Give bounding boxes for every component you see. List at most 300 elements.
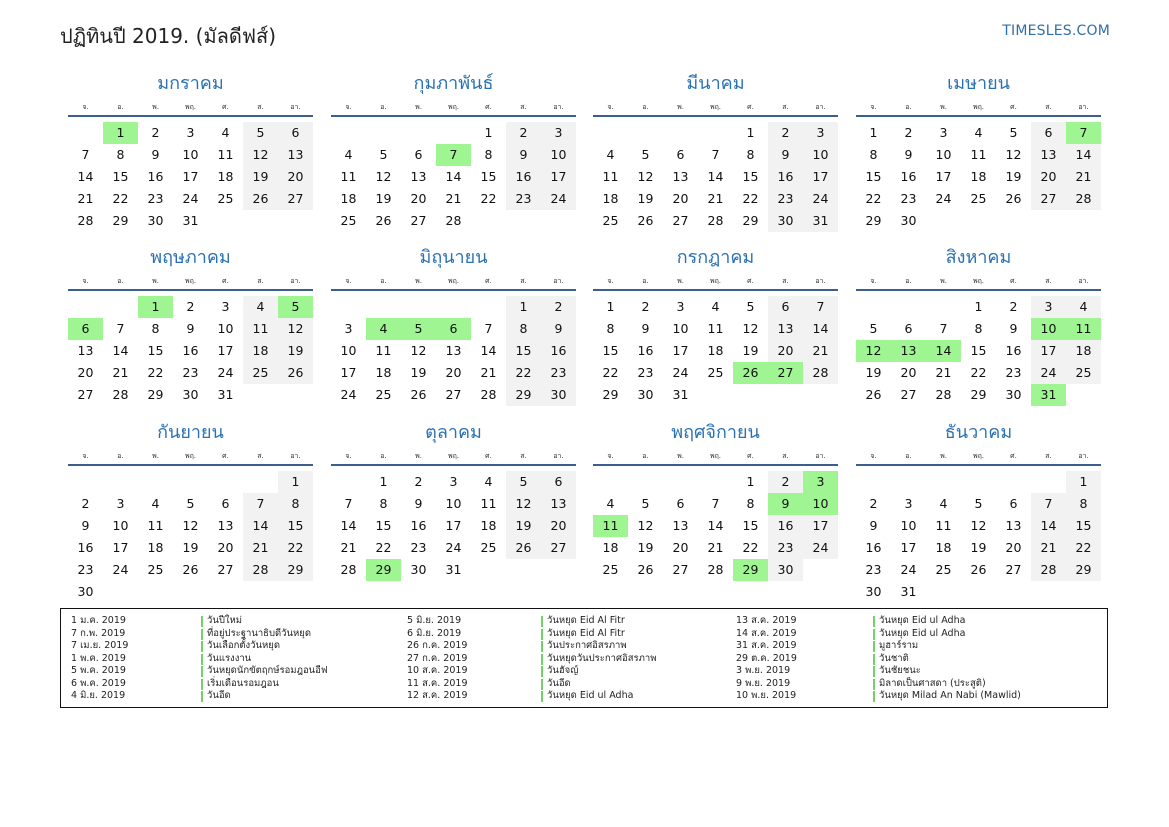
- legend-holiday-name: วันอีด: [207, 690, 231, 701]
- day-cell: 15: [506, 340, 541, 362]
- weekday-label: พ.: [677, 452, 684, 460]
- day-cell: 26: [243, 188, 278, 210]
- day-cell: 20: [541, 515, 576, 537]
- day-grid: [331, 117, 576, 249]
- legend-holiday-name: วันหยุด Eid ul Adha: [879, 627, 966, 639]
- weekday-label: พฤ.: [709, 103, 722, 111]
- weekday-label: พ.: [677, 277, 684, 285]
- weekday-label: ศ.: [222, 103, 229, 111]
- weekday-label: อ.: [642, 103, 649, 111]
- day-cell: 25: [480, 540, 497, 555]
- day-cell: 8: [506, 318, 541, 340]
- weekday-label: พ.: [152, 103, 159, 111]
- day-cell: 9: [414, 496, 423, 511]
- weekday-header: [331, 270, 576, 288]
- day-cell: 15: [970, 343, 987, 358]
- holiday-day-cell: 7: [1066, 122, 1101, 144]
- weekday-label: พฤ.: [184, 452, 197, 460]
- legend-date: 26 ก.ค. 2019: [407, 640, 468, 651]
- day-cell: 26: [182, 562, 199, 577]
- day-cell: 8: [1066, 493, 1101, 515]
- day-cell: 23: [77, 562, 94, 577]
- day-cell: 27: [541, 537, 576, 559]
- weekday-label: พฤ.: [447, 277, 460, 285]
- day-cell: 8: [278, 493, 313, 515]
- day-cell: 31: [445, 562, 462, 577]
- day-cell: 29: [970, 387, 987, 402]
- day-cell: 26: [278, 362, 313, 384]
- day-cell: 16: [506, 166, 541, 188]
- day-cell: 4: [974, 125, 983, 140]
- day-cell: 4: [606, 147, 615, 162]
- day-cell: 24: [935, 191, 952, 206]
- day-cell: 10: [112, 518, 129, 533]
- weekday-label: พ.: [940, 452, 947, 460]
- day-cell: 20: [278, 166, 313, 188]
- day-cell: 20: [410, 191, 427, 206]
- day-cell: 16: [768, 515, 803, 537]
- day-cell: 1: [746, 474, 755, 489]
- legend-holiday-name: วันหยุด Eid Al Fitr: [547, 627, 625, 639]
- day-cell: 22: [1066, 537, 1101, 559]
- day-cell: 12: [1005, 147, 1022, 162]
- day-cell: 11: [147, 518, 164, 533]
- day-cell: 14: [1031, 515, 1066, 537]
- day-cell: 12: [970, 518, 987, 533]
- legend-holiday-name: วันประกาศอิสรภาพ: [547, 640, 627, 651]
- day-cell: 21: [445, 191, 462, 206]
- day-cell: 4: [151, 496, 160, 511]
- day-cell: 23: [506, 188, 541, 210]
- weekday-label: อา.: [290, 452, 301, 460]
- day-cell: 3: [1031, 296, 1066, 318]
- day-cell: 25: [707, 365, 724, 380]
- day-cell: 13: [1005, 518, 1022, 533]
- weekday-label: ศ.: [485, 452, 492, 460]
- day-cell: 29: [602, 387, 619, 402]
- day-cell: 3: [541, 122, 576, 144]
- legend-row: [61, 640, 1107, 653]
- weekday-label: พ.: [415, 103, 422, 111]
- day-cell: 29: [147, 387, 164, 402]
- day-cell: 22: [506, 362, 541, 384]
- day-cell: 24: [900, 562, 917, 577]
- day-cell: 30: [182, 387, 199, 402]
- legend-date: 1 พ.ค. 2019: [71, 652, 126, 664]
- day-cell: 18: [480, 518, 497, 533]
- day-cell: 24: [803, 188, 838, 210]
- day-cell: 24: [182, 191, 199, 206]
- day-cell: 15: [865, 169, 882, 184]
- weekday-label: อา.: [815, 452, 826, 460]
- weekday-label: อา.: [553, 277, 564, 285]
- day-cell: 17: [217, 343, 234, 358]
- weekday-label: พฤ.: [447, 452, 460, 460]
- day-cell: 26: [1005, 191, 1022, 206]
- day-cell: 19: [970, 540, 987, 555]
- legend-marker: [873, 629, 875, 640]
- day-cell: 12: [637, 169, 654, 184]
- day-grid: [856, 466, 1101, 598]
- day-cell: 2: [768, 122, 803, 144]
- legend-marker: [873, 679, 875, 690]
- day-cell: 19: [410, 365, 427, 380]
- legend-date: 3 พ.ย. 2019: [736, 665, 791, 676]
- day-cell: 17: [541, 166, 576, 188]
- day-cell: 5: [746, 299, 755, 314]
- day-cell: 14: [707, 518, 724, 533]
- day-cell: 9: [186, 321, 195, 336]
- day-cell: 27: [1005, 562, 1022, 577]
- day-cell: 6: [676, 147, 685, 162]
- weekday-label: จ.: [870, 277, 877, 285]
- day-cell: 15: [112, 169, 129, 184]
- month-block: [331, 72, 576, 249]
- day-cell: 28: [112, 387, 129, 402]
- holiday-day-cell: 5: [401, 318, 436, 340]
- day-cell: 17: [803, 515, 838, 537]
- holiday-day-cell: 6: [68, 318, 103, 340]
- day-cell: 2: [904, 125, 913, 140]
- weekday-label: จ.: [870, 452, 877, 460]
- day-cell: 19: [1005, 169, 1022, 184]
- day-cell: 10: [672, 321, 689, 336]
- weekday-label: ส.: [782, 277, 789, 285]
- day-cell: 30: [541, 384, 576, 406]
- holiday-day-cell: 10: [803, 493, 838, 515]
- holiday-day-cell: 9: [768, 493, 803, 515]
- day-cell: 22: [742, 191, 759, 206]
- legend-holiday-name: วันฮัจญ์: [547, 665, 579, 676]
- holiday-day-cell: 1: [103, 122, 138, 144]
- weekday-label: พฤ.: [447, 103, 460, 111]
- legend-date: 27 ก.ค. 2019: [407, 652, 468, 664]
- weekday-label: อา.: [815, 277, 826, 285]
- day-cell: 7: [939, 321, 948, 336]
- weekday-label: อ.: [380, 103, 387, 111]
- day-cell: 4: [1066, 296, 1101, 318]
- day-cell: 13: [768, 318, 803, 340]
- day-cell: 5: [641, 496, 650, 511]
- weekday-label: พฤ.: [184, 277, 197, 285]
- weekday-label: ศ.: [222, 452, 229, 460]
- weekday-label: จ.: [607, 452, 614, 460]
- day-cell: 18: [970, 169, 987, 184]
- day-cell: 13: [217, 518, 234, 533]
- legend-holiday-name: มูฮาร์ราม: [879, 640, 919, 651]
- weekday-label: อ.: [905, 277, 912, 285]
- day-cell: 25: [970, 191, 987, 206]
- day-cell: 25: [1066, 362, 1101, 384]
- day-cell: 24: [340, 387, 357, 402]
- day-cell: 9: [506, 144, 541, 166]
- day-cell: 23: [541, 362, 576, 384]
- day-cell: 20: [217, 540, 234, 555]
- weekday-header: [593, 270, 838, 288]
- holiday-day-cell: 6: [436, 318, 471, 340]
- day-cell: 6: [676, 496, 685, 511]
- weekday-label: ศ.: [1010, 452, 1017, 460]
- day-cell: 6: [904, 321, 913, 336]
- day-cell: 29: [278, 559, 313, 581]
- day-cell: 17: [672, 343, 689, 358]
- day-cell: 3: [116, 496, 125, 511]
- weekday-header: [68, 445, 313, 463]
- day-cell: 18: [935, 540, 952, 555]
- legend-row: [61, 615, 1107, 628]
- weekday-label: อ.: [642, 452, 649, 460]
- legend-holiday-name: ที่อยู่ประฐานาธิบดีวันหยุด: [207, 627, 311, 639]
- day-cell: 23: [865, 562, 882, 577]
- day-cell: 18: [217, 169, 234, 184]
- day-cell: 27: [900, 387, 917, 402]
- holiday-day-cell: 11: [1066, 318, 1101, 340]
- day-cell: 22: [278, 537, 313, 559]
- day-cell: 26: [637, 213, 654, 228]
- day-cell: 22: [742, 540, 759, 555]
- day-cell: 16: [182, 343, 199, 358]
- month-name: มกราคม: [157, 73, 224, 94]
- weekday-label: พฤ.: [184, 103, 197, 111]
- legend-row: [61, 690, 1107, 703]
- day-cell: 11: [243, 318, 278, 340]
- holiday-day-cell: 7: [436, 144, 471, 166]
- weekday-header: [331, 445, 576, 463]
- weekday-label: ศ.: [747, 452, 754, 460]
- day-grid: [68, 291, 313, 423]
- holiday-day-cell: 12: [856, 340, 891, 362]
- day-cell: 23: [1005, 365, 1022, 380]
- day-cell: 3: [904, 496, 913, 511]
- day-cell: 28: [77, 213, 94, 228]
- day-cell: 11: [217, 147, 234, 162]
- day-cell: 8: [484, 147, 493, 162]
- site-link[interactable]: TIMESLES.COM: [1002, 23, 1110, 39]
- weekday-label: พ.: [940, 277, 947, 285]
- day-cell: 16: [77, 540, 94, 555]
- day-cell: 24: [803, 537, 838, 559]
- day-cell: 6: [278, 122, 313, 144]
- day-cell: 16: [147, 169, 164, 184]
- weekday-header: [68, 270, 313, 288]
- weekday-label: อ.: [117, 452, 124, 460]
- day-cell: 20: [77, 365, 94, 380]
- day-cell: 15: [480, 169, 497, 184]
- day-cell: 14: [112, 343, 129, 358]
- day-cell: 16: [900, 169, 917, 184]
- month-name: กุมภาพันธ์: [413, 73, 494, 94]
- day-cell: 1: [869, 125, 878, 140]
- legend-date: 6 พ.ค. 2019: [71, 677, 126, 689]
- weekday-label: จ.: [82, 452, 89, 460]
- day-cell: 21: [803, 340, 838, 362]
- day-cell: 7: [116, 321, 125, 336]
- day-cell: 14: [77, 169, 94, 184]
- day-cell: 26: [410, 387, 427, 402]
- day-cell: 25: [375, 387, 392, 402]
- day-cell: 21: [77, 191, 94, 206]
- day-cell: 26: [637, 562, 654, 577]
- day-cell: 11: [340, 169, 357, 184]
- month-name: มีนาคม: [686, 73, 745, 94]
- holiday-day-cell: 13: [891, 340, 926, 362]
- legend-row: [61, 653, 1107, 666]
- holiday-day-cell: 29: [366, 559, 401, 581]
- weekday-label: ส.: [782, 452, 789, 460]
- day-cell: 28: [340, 562, 357, 577]
- month-block: [68, 421, 313, 598]
- day-cell: 7: [803, 296, 838, 318]
- day-cell: 8: [746, 147, 755, 162]
- day-cell: 22: [602, 365, 619, 380]
- holiday-legend: [60, 608, 1108, 708]
- weekday-label: อ.: [905, 452, 912, 460]
- day-grid: [331, 291, 576, 423]
- day-cell: 9: [768, 144, 803, 166]
- day-cell: 3: [676, 299, 685, 314]
- day-cell: 23: [147, 191, 164, 206]
- day-cell: 13: [1031, 144, 1066, 166]
- day-cell: 10: [445, 496, 462, 511]
- holiday-day-cell: 10: [1031, 318, 1066, 340]
- day-cell: 21: [707, 191, 724, 206]
- day-cell: 12: [742, 321, 759, 336]
- day-cell: 16: [637, 343, 654, 358]
- day-cell: 7: [1031, 493, 1066, 515]
- month-name: พฤศจิกายน: [671, 422, 760, 443]
- day-cell: 1: [506, 296, 541, 318]
- weekday-label: อ.: [117, 103, 124, 111]
- day-cell: 15: [602, 343, 619, 358]
- legend-holiday-name: วันแรงงาน: [207, 652, 252, 664]
- weekday-label: ส.: [520, 452, 527, 460]
- legend-holiday-name: วันอีด: [547, 677, 571, 689]
- legend-date: 11 ส.ค. 2019: [407, 677, 468, 689]
- day-cell: 11: [707, 321, 724, 336]
- day-cell: 8: [606, 321, 615, 336]
- weekday-label: ส.: [520, 277, 527, 285]
- day-cell: 10: [217, 321, 234, 336]
- day-cell: 5: [186, 496, 195, 511]
- day-cell: 23: [182, 365, 199, 380]
- weekday-label: พฤ.: [709, 277, 722, 285]
- legend-date: 31 ส.ค. 2019: [736, 640, 797, 651]
- day-cell: 20: [672, 540, 689, 555]
- day-cell: 13: [541, 493, 576, 515]
- day-cell: 8: [746, 496, 755, 511]
- day-cell: 21: [340, 540, 357, 555]
- day-cell: 28: [803, 362, 838, 384]
- day-cell: 7: [711, 147, 720, 162]
- day-cell: 23: [900, 191, 917, 206]
- page-title: ปฏิทินปี 2019. (มัลดีฟส์): [60, 24, 277, 48]
- holiday-day-cell: 3: [803, 471, 838, 493]
- weekday-label: จ.: [82, 277, 89, 285]
- day-cell: 5: [974, 496, 983, 511]
- day-cell: 10: [182, 147, 199, 162]
- day-cell: 27: [410, 213, 427, 228]
- month-block: [68, 72, 313, 249]
- day-cell: 17: [112, 540, 129, 555]
- day-cell: 6: [1009, 496, 1018, 511]
- day-cell: 2: [541, 296, 576, 318]
- day-cell: 8: [974, 321, 983, 336]
- day-cell: 26: [506, 537, 541, 559]
- day-cell: 19: [506, 515, 541, 537]
- weekday-label: อา.: [290, 277, 301, 285]
- day-cell: 6: [1031, 122, 1066, 144]
- day-cell: 7: [81, 147, 90, 162]
- day-cell: 22: [375, 540, 392, 555]
- day-cell: 24: [445, 540, 462, 555]
- weekday-label: อ.: [117, 277, 124, 285]
- day-cell: 28: [1031, 559, 1066, 581]
- day-cell: 24: [1031, 362, 1066, 384]
- legend-date: 9 พ.ย. 2019: [736, 677, 791, 689]
- weekday-header: [593, 96, 838, 114]
- legend-date: 10 พ.ย. 2019: [736, 690, 797, 701]
- day-cell: 19: [637, 191, 654, 206]
- day-cell: 5: [869, 321, 878, 336]
- legend-holiday-name: วันหยุด Eid ul Adha: [547, 690, 634, 701]
- legend-marker: [873, 641, 875, 652]
- day-cell: 13: [672, 518, 689, 533]
- day-cell: 9: [1009, 321, 1018, 336]
- day-cell: 7: [711, 496, 720, 511]
- day-cell: 30: [77, 584, 94, 599]
- weekday-label: อา.: [1078, 452, 1089, 460]
- day-cell: 23: [410, 540, 427, 555]
- day-cell: 24: [541, 188, 576, 210]
- day-cell: 22: [865, 191, 882, 206]
- day-cell: 2: [1009, 299, 1018, 314]
- day-cell: 18: [375, 365, 392, 380]
- legend-marker: [873, 691, 875, 702]
- weekday-label: พ.: [415, 277, 422, 285]
- holiday-day-cell: 29: [733, 559, 768, 581]
- day-cell: 15: [375, 518, 392, 533]
- holiday-day-cell: 14: [926, 340, 961, 362]
- day-cell: 2: [768, 471, 803, 493]
- day-cell: 14: [243, 515, 278, 537]
- day-cell: 19: [278, 340, 313, 362]
- day-cell: 22: [112, 191, 129, 206]
- day-cell: 16: [768, 166, 803, 188]
- month-name: ตุลาคม: [425, 422, 482, 443]
- day-grid: [593, 291, 838, 423]
- day-cell: 8: [116, 147, 125, 162]
- weekday-label: พ.: [940, 103, 947, 111]
- weekday-label: พ.: [152, 277, 159, 285]
- holiday-day-cell: 1: [138, 296, 173, 318]
- day-cell: 8: [869, 147, 878, 162]
- day-cell: 10: [900, 518, 917, 533]
- day-cell: 17: [900, 540, 917, 555]
- day-cell: 27: [445, 387, 462, 402]
- weekday-label: พฤ.: [972, 277, 985, 285]
- month-name: สิงหาคม: [945, 247, 1012, 268]
- legend-row: [61, 665, 1107, 678]
- legend-date: 7 เม.ย. 2019: [71, 640, 129, 651]
- day-cell: 19: [637, 540, 654, 555]
- legend-date: 1 ม.ค. 2019: [71, 615, 126, 626]
- day-grid: [856, 291, 1101, 423]
- weekday-header: [68, 96, 313, 114]
- legend-marker: [873, 616, 875, 627]
- weekday-label: ส.: [782, 103, 789, 111]
- weekday-label: พ.: [415, 452, 422, 460]
- weekday-label: ศ.: [747, 277, 754, 285]
